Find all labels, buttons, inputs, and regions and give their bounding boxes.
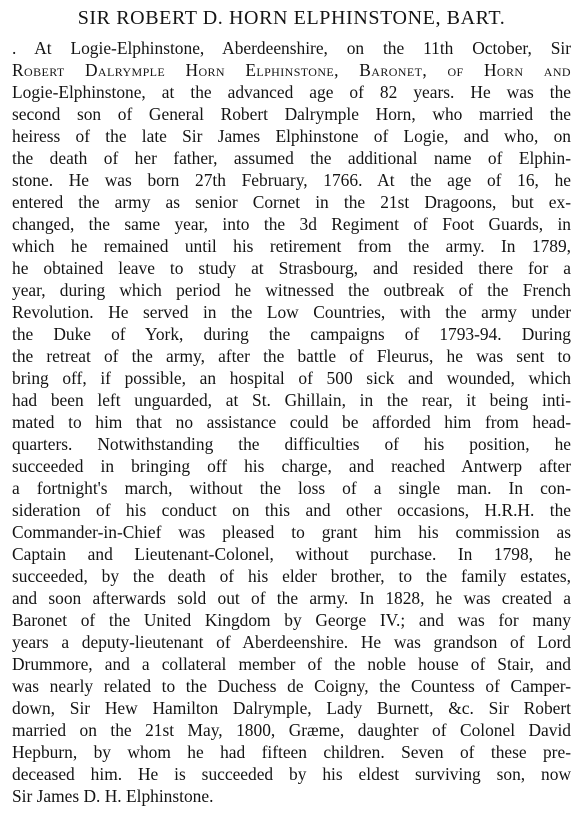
text-line: deceased him. He is succeeded by his eldest surviving son, now [12,764,571,784]
obituary-body [12,37,571,807]
text-line: the retreat of the army, after the battle of Fleurus, he was sent to [12,346,571,366]
text-line: Robert Dalrymple Horn Elphinstone, Baronet, of Horn and [12,60,571,80]
obituary-title: SIR ROBERT D. HORN ELPHINSTONE, BART. [77,7,506,29]
text-line: down, Sir Hew Hamilton Dalrymple, Lady Burnett, &c. Sir Robert [12,698,571,718]
text-line: year, during which period he witnessed the outbreak of the French [12,280,571,300]
text-line: Commander-in-Chief was pleased to grant him his commission as [12,522,571,542]
text-line: was nearly related to the Duchess de Coigny, the Countess of Camper- [12,676,571,696]
text-line: a fortnight's march, without the loss of a single man. In con- [12,478,571,498]
text-line: had been left unguarded, at St. Ghillain, in the rear, it being inti- [12,390,571,410]
text-line: the death of her father, assumed the additional name of Elphin- [12,148,571,168]
text-line: Sir James D. H. Elphinstone. [12,786,214,806]
text-line: sideration of his conduct on this and other occasions, H.R.H. the [12,500,571,520]
text-line: and soon afterwards sold out of the army. In 1828, he was created a [12,588,571,608]
text-line: he obtained leave to study at Strasbourg, and resided there for a [12,258,571,278]
text-line: second son of General Robert Dalrymple Horn, who married the [12,104,571,124]
text-line: stone. He was born 27th February, 1766. At the age of 16, he [12,170,571,190]
text-line: changed, the same year, into the 3d Regiment of Foot Guards, in [12,214,571,234]
text-line: Revolution. He served in the Low Countries, with the army under [12,302,571,322]
text-line: the Duke of York, during the campaigns of 1793-94. During [12,324,571,344]
text-line: mated to him that no assistance could be afforded him from head- [12,412,571,432]
text-line: years a deputy-lieutenant of Aberdeenshire. He was grandson of Lord [12,632,571,652]
text-line: which he remained until his retirement from the army. In 1789, [12,236,571,256]
text-line: succeeded in bringing off his charge, and reached Antwerp after [12,456,571,476]
text-line: Hepburn, by whom he had fifteen children. Seven of these pre- [12,742,571,762]
text-line: succeeded, by the death of his elder brother, to the family estates, [12,566,571,586]
text-line: quarters. Notwithstanding the difficulties of his position, he [12,434,571,454]
text-line: entered the army as senior Cornet in the 21st Dragoons, but ex- [12,192,571,212]
text-line: bring off, if possible, an hospital of 500 sick and wounded, which [12,368,571,388]
text-line: heiress of the late Sir James Elphinstone of Logie, and who, on [12,126,571,146]
text-line: . At Logie-Elphinstone, Aberdeenshire, on the 11th October, Sir [12,38,571,58]
text-line: Baronet of the United Kingdom by George IV.; and was for many [12,610,571,630]
text-line: Captain and Lieutenant-Colonel, without purchase. In 1798, he [12,544,571,564]
text-line: Logie-Elphinstone, at the advanced age of 82 years. He was the [12,82,571,102]
text-line: married on the 21st May, 1800, Græme, daughter of Colonel David [12,720,571,740]
text-line: Drummore, and a collateral member of the noble house of Stair, and [12,654,571,674]
